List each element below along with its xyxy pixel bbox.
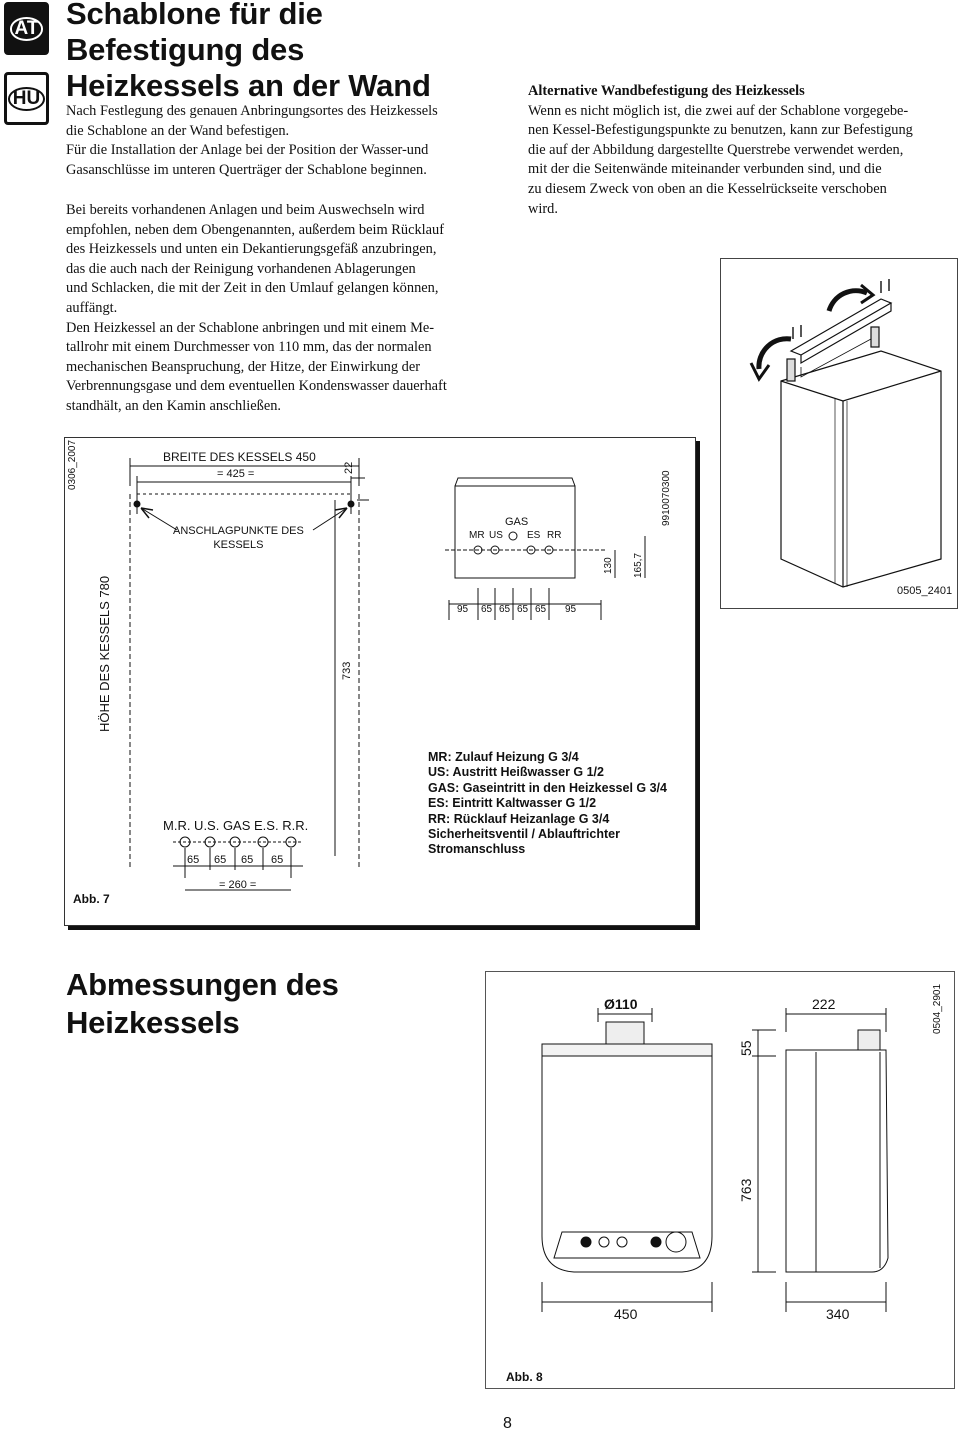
dim-425: = 425 = — [217, 468, 255, 480]
alt-mount-figure — [720, 258, 958, 609]
detail-mr: MR — [469, 530, 485, 541]
detail-dim-5: 65 — [535, 604, 547, 615]
dim-65-1: 65 — [187, 854, 200, 866]
detail-us: US — [489, 530, 503, 541]
alternative-mounting-text: Alternative Wandbefestigung des Heizkessels Wenn es nicht möglich ist, die zwei auf der Schablone vorgegebe- nen Kessel-Befestigungspunkte zu benutzen, kann zur Befestigung die auf der Abbildung dargestellte Querstrebe verwendet werden, mit der die Seitenwände miteinander verbunden sind, und die zu diesem Zweck von oben an die Kesselrückseite verschoben wird. — [528, 82, 958, 219]
figure-code-8: 0504_2901 — [932, 983, 943, 1034]
dim-65-2: 65 — [214, 854, 227, 866]
figure-code-mount: 0505_2401 — [897, 585, 953, 597]
dim-65-4: 65 — [271, 854, 284, 866]
dim-260: = 260 = — [219, 879, 257, 891]
dim-depth-340: 340 — [826, 1306, 850, 1322]
detail-rr: RR — [547, 530, 562, 541]
figure-7-caption: Abb. 7 — [73, 892, 110, 906]
height-label: HÖHE DES KESSELS 780 — [97, 575, 112, 732]
dim-flue-diameter: Ø110 — [604, 996, 638, 1012]
dim-depth-222: 222 — [812, 996, 836, 1012]
width-label: BREITE DES KESSELS 450 — [163, 450, 316, 464]
installation-paragraph: Bei bereits vorhandenen Anlagen und beim Auswechseln wird empfohlen, neben dem Obengenannten, außerdem beim Rücklauf des Heizkessels und unten ein Dekantierungsgefäß anzubringen, das die auch nach der Reinigung vorhandenen Ablagerungen und Schlacken, die mit der Zeit in den Umlauf gelangen können, auffängt. Den Heizkessel an der Schablone anbringen und mit einem Me- tallrohr mit einem Durchmesser von 110 mm, das der normalen mechanischen Beanspruchung, der Hitze, der Einwirkung der Verbrennungsgase und dem eventuellen Kondenswasser dauerhaft standhält, an den Kamin anschließen. — [66, 202, 447, 414]
figure-code-right: 9910070300 — [661, 470, 672, 526]
detail-dim-4: 65 — [517, 604, 529, 615]
connection-legend: MR: Zulauf Heizung G 3/4 US: Austritt Heißwasser G 1/2 GAS: Gaseintritt in den Heizkessel G 3/4 ES: Eintritt Kaltwasser G 1/2 RR: Rücklauf Heizanlage G 3/4 Sicherheitsventil / Ablauftrichter Stromanschluss — [428, 750, 667, 857]
detail-dim-1: 95 — [457, 604, 469, 615]
lang-badge-at: AT — [4, 2, 49, 55]
detail-dim-130: 130 — [603, 557, 614, 574]
detail-dim-3: 65 — [499, 604, 511, 615]
alternative-heading: Alternative Wandbefestigung des Heizkessels — [528, 83, 805, 99]
dim-height-763: 763 — [738, 1178, 754, 1202]
figure-8-caption: Abb. 8 — [506, 1370, 543, 1384]
section-title-dimensions: Abmessungen des Heizkessels — [66, 967, 339, 1040]
boiler-crossbar-illustration — [721, 259, 957, 608]
dim-65-3: 65 — [241, 854, 254, 866]
dim-733: 733 — [341, 661, 353, 680]
page-number: 8 — [503, 1415, 512, 1432]
detail-dim-2: 65 — [481, 604, 493, 615]
boiler-dimension-drawing — [486, 972, 954, 1388]
intro-paragraph: Nach Festlegung des genauen Anbringungsortes des Heizkessels die Schablone an der Wand befestigen. Für die Installation der Anlage bei der Position der Wasser-und Gasanschlüsse im unteren Querträger der Schablone beginnen. — [66, 103, 438, 178]
detail-dim-1657: 165,7 — [633, 552, 644, 578]
section-title-template: Schablone für die Befestigung des Heizkessels an der Wand — [66, 0, 431, 103]
dim-width-450: 450 — [614, 1306, 638, 1322]
detail-gas-label: GAS — [505, 516, 529, 528]
figure-8-dimensions — [485, 971, 955, 1389]
connection-labels: M.R. U.S. GAS E.S. R.R. — [163, 818, 309, 833]
figure-7-template — [64, 437, 696, 926]
lang-badge-hu: HU — [4, 72, 49, 125]
dim-22: 22 — [343, 461, 355, 474]
dim-55: 55 — [738, 1040, 754, 1056]
detail-es: ES — [527, 530, 541, 541]
anchor-points-label: ANSCHLAGPUNKTE DES KESSELS — [173, 525, 304, 551]
detail-dim-6: 95 — [565, 604, 577, 615]
figure-code-left: 0306_2007 — [67, 439, 78, 490]
